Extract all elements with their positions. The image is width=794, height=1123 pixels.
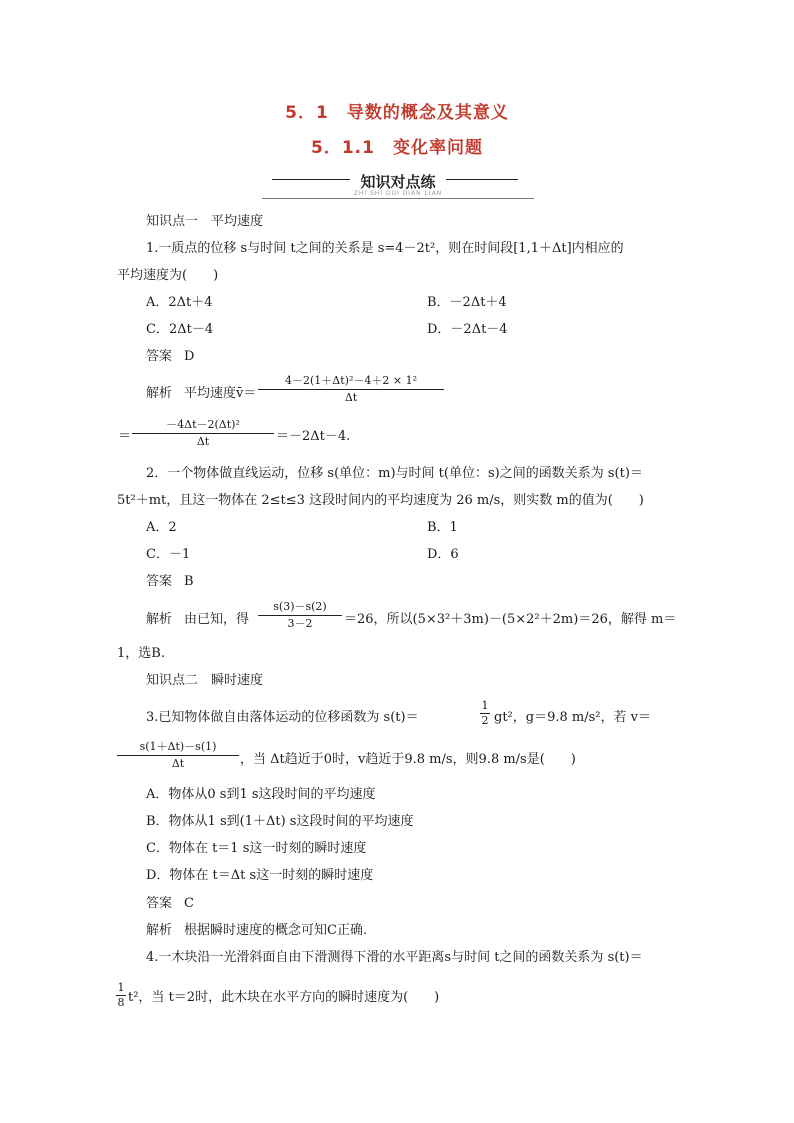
answer-value: D [184,349,195,364]
answer-label: 答案 [146,349,173,364]
fraction-denominator: 8 [117,996,125,1009]
explanation-label: 解析 [146,923,173,938]
knowledge-practice-banner [262,170,534,200]
banner-title: 知识对点练 [360,173,436,191]
fraction-one-eighth [116,982,126,1009]
explanation-result: ＝－2Δt－4. [276,429,351,444]
fraction-numerator: 1 [117,981,125,994]
question-2-stem: 2．一个物体做直线运动，位移 s(单位：m)与时间 t(单位：s)之间的函数关系为 s(t)＝ [146,466,643,481]
fraction-avg-speed-2 [132,418,274,449]
answer-value: C [184,896,194,911]
option-a: A．2Δt＋4 [146,295,213,310]
fraction-one-half [480,700,490,727]
fraction-numerator: 1 [481,699,489,712]
fraction-denominator: 3－2 [287,617,313,630]
option-b: B．1 [427,520,458,535]
banner-subtitle: ZHI SHI DUI DIAN LIAN [353,190,443,197]
question-4-stem: 4.一木块沿一光滑斜面自由下滑测得下滑的水平距离s与时间 t之间的函数关系为 s(t)＝ [146,950,643,965]
explanation-text-cont: ＝26，所以(5×3²＋3m)－(5×2²＋2m)＝26，解得 m＝ [344,612,677,627]
fraction-denominator: Δt [344,391,358,404]
option-c: C．物体在 t＝1 s这一时刻的瞬时速度 [146,841,367,856]
explanation-text: 平均速度v̄＝ [184,386,257,401]
fraction-bar [258,389,444,390]
answer-row [146,896,194,912]
option-b: B．物体从1 s到(1＋Δt) s这段时间的平均速度 [146,814,414,829]
option-a: A．2 [146,520,177,535]
question-3-stem: 3.已知物体做自由落体运动的位移函数为 s(t)＝ [146,710,419,725]
question-1-stem-cont: 平均速度为( ) [117,268,219,283]
option-d: D．－2Δt－4 [427,322,508,337]
fraction-bar [117,755,239,756]
fraction-denominator: 2 [481,714,489,727]
option-c: C．2Δt－4 [146,322,214,337]
explanation-text-line2: 1，选B. [117,646,165,661]
fraction-numerator: s(1＋Δt)－s(1) [139,740,217,753]
section-title: 5．1 导数的概念及其意义 [285,103,509,123]
explanation-label: 解析 [146,386,173,401]
option-a: A．物体从0 s到1 s这段时间的平均速度 [146,787,376,802]
fraction-denominator: Δt [196,435,210,448]
question-4-stem-cont: t²，当 t＝2时，此木块在水平方向的瞬时速度为( ) [128,990,440,1005]
explanation-row [146,386,256,402]
answer-label: 答案 [146,896,173,911]
answer-row [146,574,194,590]
fraction-bar [132,433,274,434]
answer-row [146,349,194,365]
fraction-velocity [117,740,239,771]
question-3-stem-line2: ，当 Δt趋近于0时，v趋近于9.8 m/s，则9.8 m/s是( ) [240,752,576,767]
option-d: D．物体在 t＝Δt s这一时刻的瞬时速度 [146,868,374,883]
option-c: C．－1 [146,547,191,562]
equals-sign: ＝ [118,429,132,444]
knowledge-point-title: 知识点一 平均速度 [146,214,264,229]
option-b: B．－2Δt＋4 [427,295,507,310]
fraction-denominator: Δt [171,757,185,770]
explanation-row [146,612,249,628]
fraction-avg-speed-1 [258,374,444,405]
question-2-stem-cont: 5t²＋mt，且这一物体在 2≤t≤3 这段时间内的平均速度为 26 m/s，则实数 m的值为( ) [117,493,644,508]
subsection-title: 5．1.1 变化率问题 [311,138,483,158]
explanation-row [146,923,367,939]
option-d: D．6 [427,547,459,562]
fraction-bar [258,615,342,616]
question-3-stem-cont: gt²，g＝9.8 m/s²，若 v＝ [494,710,651,725]
answer-value: B [184,574,194,589]
answer-label: 答案 [146,574,173,589]
question-1-stem: 1.一质点的位移 s与时间 t之间的关系是 s=4－2t²，则在时间段[1,1＋Δt]内相应的 [146,241,624,256]
fraction-numerator: s(3)－s(2) [273,600,327,613]
explanation-text: 根据瞬时速度的概念可知C正确. [184,923,368,938]
explanation-label: 解析 [146,612,173,627]
fraction-avg-speed [258,600,342,631]
fraction-numerator: －4Δt－2(Δt)² [166,418,240,431]
knowledge-point-title: 知识点二 瞬时速度 [146,673,264,688]
fraction-numerator: 4－2(1＋Δt)²－4＋2 × 1² [285,374,417,387]
explanation-text: 由已知，得 [184,612,250,627]
